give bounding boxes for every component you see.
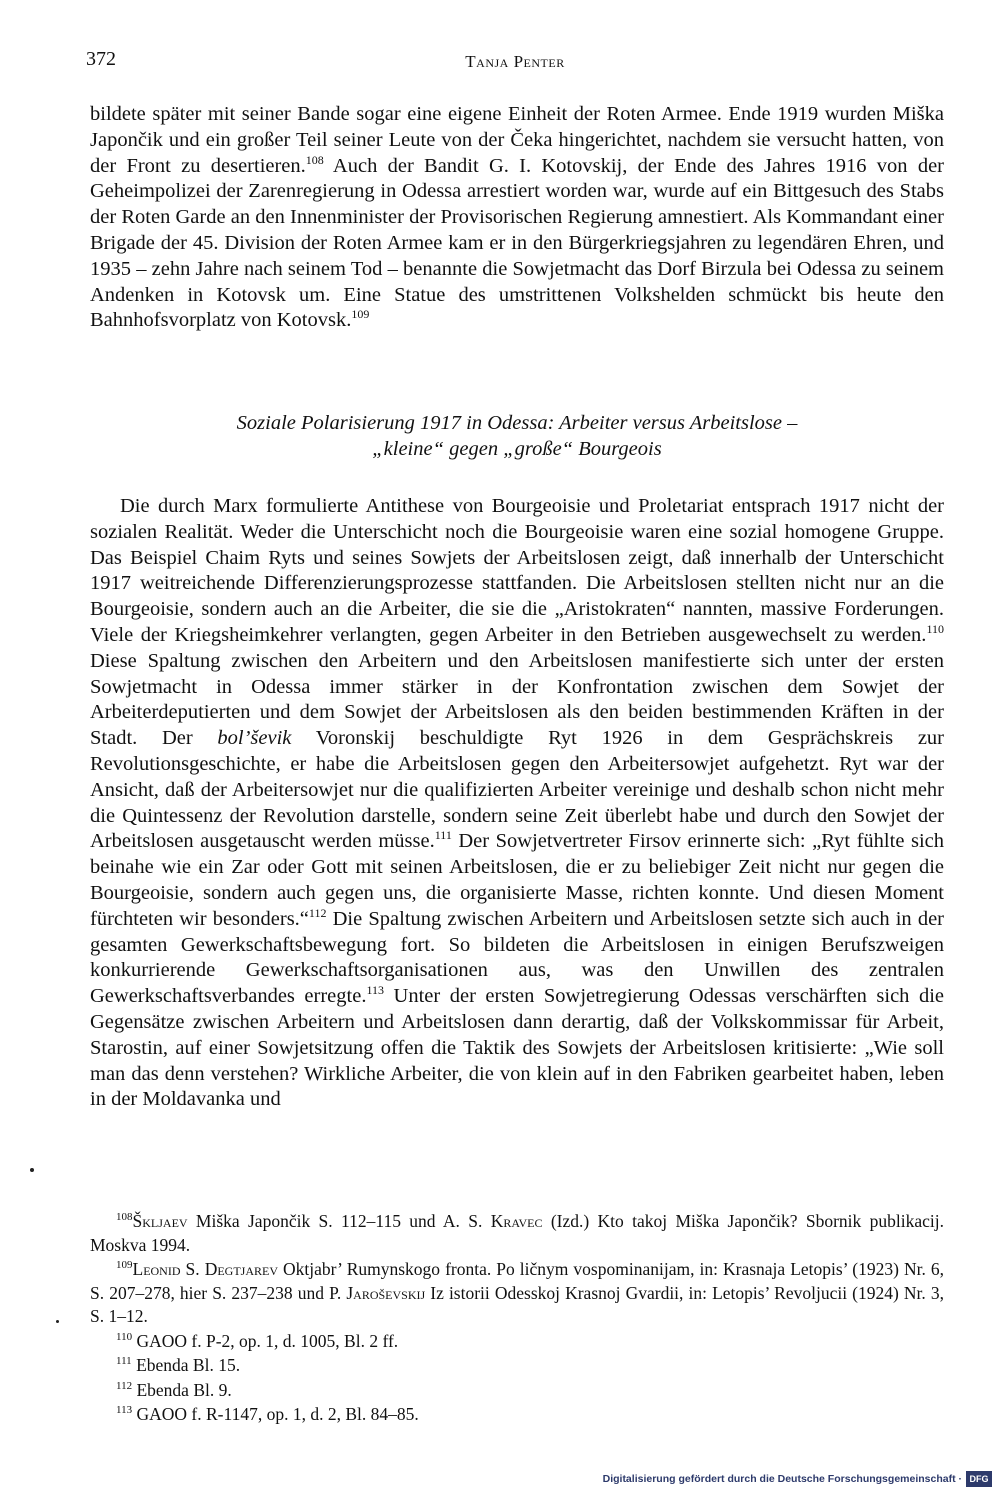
paragraph-kotovskij — [90, 102, 944, 334]
digitization-credit — [603, 1468, 992, 1490]
footnote-108: $^{108}$Škljaev Miška Japončik S. 112–115 und A. S. Kravec (Izd.) Kto takoj Miška Japončik? Sbornik publikacij. Moskva 1994. — [90, 1211, 944, 1255]
page-header — [86, 48, 944, 78]
italic-term: bol’ševik — [217, 727, 292, 750]
credit-text: Digitalisierung gefördert durch die Deutsche Forschungsgemeinschaft · — [602, 1473, 962, 1485]
dfg-logo-icon: DFG — [966, 1471, 992, 1487]
footnote-ref-108[interactable]: 108 — [305, 152, 324, 167]
footnote-ref-112[interactable]: 112 — [308, 905, 327, 920]
footnote-110: $^{110}$ GAOO f. P-2, op. 1, d. 1005, Bl. 2 ff. — [116, 1330, 399, 1351]
section-heading-line-2: „kleine“ gegen „große“ Bourgeois — [372, 438, 662, 460]
section-heading-line-1: Soziale Polarisierung 1917 in Odessa: Arbeiter versus Arbeitslose – — [236, 412, 798, 434]
footnote-113: $^{113}$ GAOO f. R-1147, op. 1, d. 2, Bl. 84–85. — [116, 1404, 419, 1424]
footnote-112: $^{112}$ Ebenda Bl. 9. — [116, 1379, 232, 1400]
page-number: 372 — [86, 48, 116, 70]
paragraph-text: bildete später mit seiner Bande sogar eine eigene Einheit der Roten Armee. Ende 1919 wurden Miška Japončik und ein großer Teil seiner Leute von der Čeka hingerichtet, nachdem sie versucht hatten, von der Front zu desertieren.$^{108}$ Auch der Bandit G. I. Kotovskij, der Ende des Jahres 1916 von der Geheimpolizei der Zarenregierung in Odessa arrestiert worden war, wurde auf ein Bittgesuch des Stabs der Roten Garde an den Innenminister der Provisorischen Regierung amnestiert. Als Kommandant einer Brigade der 45. Division der Roten Armee kam er in den Bürgerkriegsjahren zu legendären Ehren, und 1935 – zehn Jahre nach seinem Tod – benannte die Sowjetmacht das Dorf Birzula bei Odessa zu seinem Andenken in Kotovsk um. Eine Statue des umstrittenen Volkshelden schmückt bis heute den Bahnhofsvorplatz von Kotovsk.$^{109}$ — [90, 103, 945, 332]
paragraph-text: Die durch Marx formulierte Antithese von Bourgeoisie und Proletariat entsprach 1917 nicht der sozialen Realität. Weder die Unterschicht noch die Bourgeoisie waren eine sozial homogene Gruppe. Das Beispiel Chaim Ryts und seines Sowjets der Arbeitslosen zeigt, daß innerhalb der Unterschicht 1917 weitreichende Differenzierungsprozesse stattfanden. Die Arbeitslosen stellten nicht nur an die Bourgeoisie, sondern auch an die Arbeiter, die sie die „Aristokraten“ nannten, massive Forderungen. Viele der Kriegsheimkehrer verlangten, gegen Arbeiter in den Betrieben ausgewechselt zu werden.$^{110}$ Diese Spaltung zwischen den Arbeitern und den Arbeitslosen manifestierte sich unter der ersten Sowjetmacht in Odessa immer stärker in der Konfrontation zwischen dem Sowjet der Arbeiterdeputierten und dem Sowjet der Arbeitslosen als den beiden bestimmenden Kräften in der Stadt. Der bol’ševik Voronskij beschuldigte Ryt 1926 in dem Gesprächskreis zur Revolutionsgeschichte, er habe die Arbeitslosen gegen den Arbeitersowjet aufgehetzt. Ryt war der Ansicht, daß der Arbeitersowjet nur die qualifizierten Arbeiter vereinige und deshalb schon nicht mehr die Quintessenz der Revolution darstelle, sondern seine Zeit überlebt habe und durch den Sowjet der Arbeitslosen ausgetauscht werden müsse.$^{111}$ Der Sowjetvertreter Firsov erinnerte sich: „Ryt fühlte sich beinahe wie ein Zar oder Gott mit seinen Arbeitslosen, die er zu beliebiger Zeit nicht nur gegen die Bourgeoisie, sondern auch gegen uns, die organisierte Masse, richten konnte. Und diesen Moment fürchteten wir besonders.“$^{112}$ Die Spaltung zwischen Arbeitern und Arbeitslosen setzte sich auch in der gesamten Gewerkschaftsbewegung fort. So bildeten die Arbeitslosen in einigen Berufszweigen konkurrierende Gewerkschaftsorganisationen aus, was den Unwillen des zentralen Gewerkschaftsverbandes erregte.$^{113}$ Unter der ersten Sowjetregierung Odessas verschärften sich die Gegensätze zwischen Arbeitern und Arbeitslosen dann derartig, daß der Volkskommissar für Arbeit, Starostin, auf einer Sowjetsitzung offen die Taktik des Sowjets der Arbeitslosen kritisierte: „Wie soll man das denn verstehen? Wirkliche Arbeiter, die von klein auf in den Fabriken gearbeitet haben, leben in der Moldavanka und — [90, 495, 944, 1111]
footnote-ref-110[interactable]: 110 — [926, 622, 944, 637]
paragraph-polarisierung — [90, 494, 944, 1113]
footnote-109: $^{109}$Leonid S. Degtjarev Oktjabr’ Rumynskogo fronta. Po ličnym vospominanijam, in: Krasnaja Letopis’ (1923) Nr. 6, S. 207–278, hier S. 237–238 und P. Jaroševskij Iz istorii Odesskoj Krasnoj Gvardii, in: Letopis’ Revoljucii (1924) Nr. 3, S. 1–12. — [90, 1259, 944, 1326]
running-head: Tanja Penter — [465, 52, 565, 71]
footnote-ref-111[interactable]: 111 — [434, 828, 452, 843]
footnotes — [90, 1210, 944, 1428]
footnote-111: $^{111}$ Ebenda Bl. 15. — [116, 1355, 241, 1375]
scan-speck — [30, 1168, 34, 1172]
scan-speck — [56, 1320, 59, 1323]
footnote-ref-109[interactable]: 109 — [351, 307, 370, 322]
section-heading — [90, 410, 944, 462]
footnote-ref-113[interactable]: 113 — [366, 983, 385, 998]
